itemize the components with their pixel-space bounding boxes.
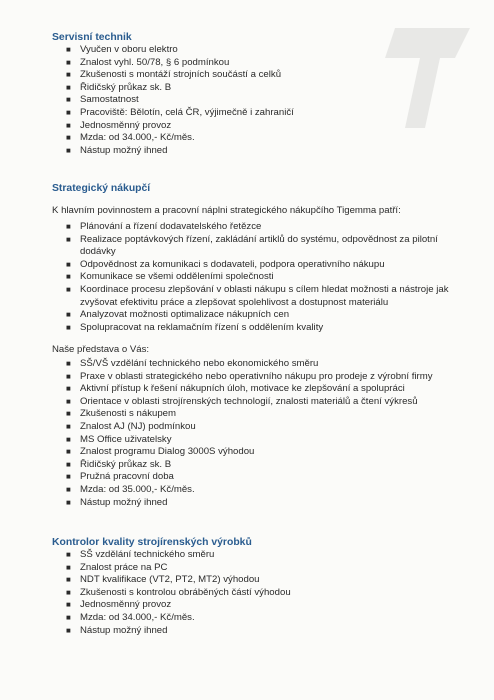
list-item: ■ Zkušenosti s nákupem [66,408,176,420]
bullet-icon: ■ [66,145,71,155]
watermark-logo [385,18,480,138]
bullet-icon: ■ [66,57,71,67]
section-title: Strategický nákupčí [52,183,151,194]
bullet-icon: ■ [66,95,71,105]
bullet-icon: ■ [66,45,71,54]
bullet-icon: ■ [66,612,71,622]
list-item: ■ SŠ vzdělání technického směru [66,549,215,560]
bullet-icon: ■ [66,310,71,320]
bullet-icon: ■ [66,371,71,381]
list-item: ■ Řidičský průkaz sk. B [66,458,172,470]
bullet-icon: ■ [66,396,71,406]
list-item: ■ Odpovědnost za komunikaci s dodavateli, podpora operativního nákupu [66,258,385,270]
bullet-icon: ■ [66,234,71,244]
list-item: ■ Jednosměnný provoz [66,599,172,611]
list-item: ■ Mzda: od 34.000,- Kč/měs. [66,132,195,144]
bullet-icon: ■ [66,575,71,585]
list-item: ■ Orientace v oblasti strojírenských technologií, znalosti materiálů a čtení výkresů [66,395,418,407]
list-item: ■ Zkušenosti s montáží strojních součástí a celků [66,69,282,81]
list-item: ■ Znalost práce na PC [66,561,168,573]
bullet-icon: ■ [66,550,71,559]
list-item: ■ SŠ/VŠ vzdělání technického nebo ekonomického směru [66,358,319,369]
intro-text: K hlavním povinnostem a pracovní náplni strategického nákupčího Tigemma patří: [52,205,401,216]
bullet-icon: ■ [66,459,71,469]
list-item: ■ Znalost programu Dialog 3000S výhodou [66,446,255,458]
bullet-icon: ■ [66,484,71,494]
profile-intro-text: Naše představa o Vás: [52,344,150,355]
list-item: ■ Mzda: od 35.000,- Kč/měs. [66,483,195,495]
list-item: ■ NDT kvalifikace (VT2, PT2, MT2) výhodou [66,574,260,586]
list-item: ■ Mzda: od 34.000,- Kč/měs. [66,611,195,623]
list-item: ■ Pružná pracovní doba [66,471,174,483]
duties-list [0,221,449,334]
list-item: ■ Nástup možný ihned [66,496,168,508]
list-item: ■ Zkušenosti s kontrolou obráběných částí výhodou [66,586,291,598]
bullet-icon: ■ [66,70,71,80]
bullet-icon: ■ [66,409,71,419]
list-item: ■ Nástup možný ihned [66,624,168,636]
bullet-icon: ■ [66,322,71,332]
list-item: ■ Nástup možný ihned [66,144,168,156]
bullet-icon: ■ [66,447,71,457]
list-item: ■ Spolupracovat na reklamačním řízení s oddělením kvality [66,321,324,333]
profile-list [0,358,433,509]
list-item: ■ MS Office uživatelsky [66,433,172,445]
list-item: ■ Znalost vyhl. 50/78, § 6 podmínkou [66,56,230,68]
bullet-icon: ■ [66,133,71,143]
bullet-icon: ■ [66,587,71,597]
bullet-icon: ■ [66,359,71,368]
requirements-list [0,549,291,637]
list-item: ■ Pracoviště: Bělotín, celá ČR, výjimečně i zahraničí [66,106,294,118]
list-item: ■ Koordinace procesu zlepšování v oblasti nákupu s cílem hledat možnosti a nástroje jak zvyšovat efektivitu práce a zlepšovat spolehlivost a dostupnost materiálu [66,283,449,308]
bullet-icon: ■ [66,421,71,431]
list-item: ■ Komunikace se všemi odděleními společnosti [66,271,274,283]
list-item: ■ Realizace poptávkových řízení, zakládání artiklů do systému, odpovědnost za pilotní dodávky [66,233,438,258]
list-item: ■ Znalost AJ (NJ) podmínkou [66,420,196,432]
requirements-list [0,44,294,157]
list-item: ■ Jednosměnný provoz [66,119,172,131]
list-item: ■ Řidičský průkaz sk. B [66,81,172,93]
section-title: Servisní technik [52,32,132,43]
bullet-icon: ■ [66,259,71,269]
bullet-icon: ■ [66,272,71,282]
bullet-icon: ■ [66,384,71,394]
list-item: ■ Plánování a řízení dodavatelského řetězce [66,221,262,232]
bullet-icon: ■ [66,497,71,507]
bullet-icon: ■ [66,284,71,294]
bullet-icon: ■ [66,562,71,572]
section-title: Kontrolor kvality strojírenských výrobků [52,537,252,548]
bullet-icon: ■ [66,120,71,130]
bullet-icon: ■ [66,625,71,635]
bullet-icon: ■ [66,472,71,482]
bullet-icon: ■ [66,82,71,92]
bullet-icon: ■ [66,107,71,117]
list-item: ■ Analyzovat možnosti optimalizace nákupních cen [66,309,290,321]
list-item: ■ Vyučen v oboru elektro [66,44,178,55]
list-item: ■ Samostatnost [66,94,139,106]
bullet-icon: ■ [66,600,71,610]
bullet-icon: ■ [66,434,71,444]
list-item: ■ Aktivní přístup k řešení nákupních úloh, motivace ke zlepšování a spolupráci [66,383,405,395]
bullet-icon: ■ [66,222,71,231]
list-item: ■ Praxe v oblasti strategického nebo operativního nákupu pro prodeje z výrobní firmy [66,370,433,382]
